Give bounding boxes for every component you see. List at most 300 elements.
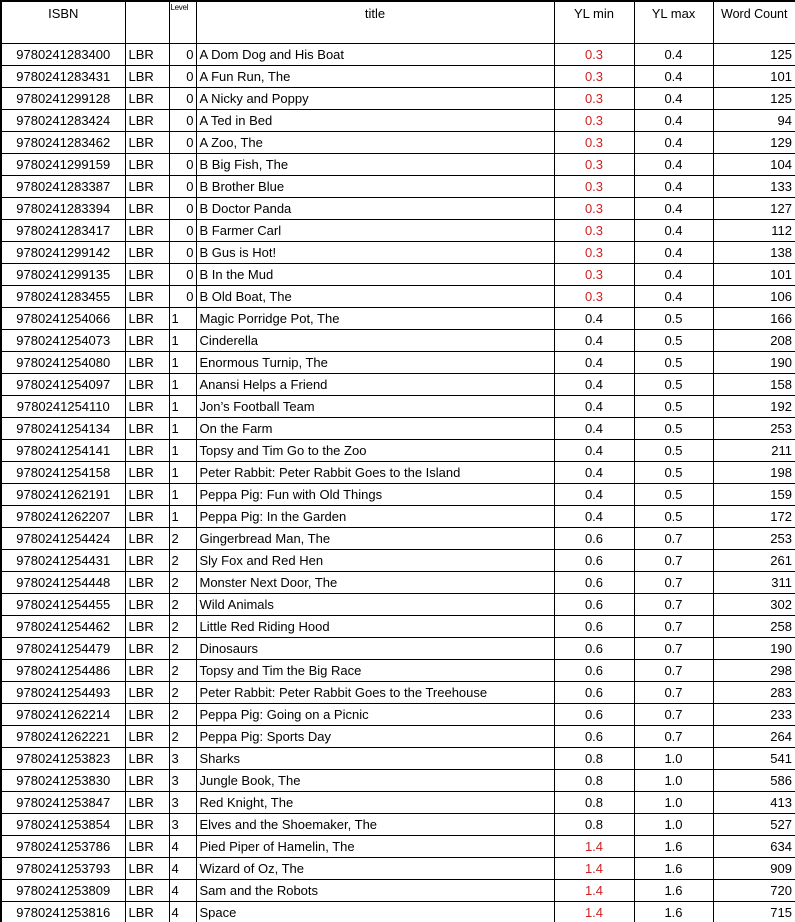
word-count-cell: 211 <box>713 439 795 461</box>
isbn-cell: 9780241262214 <box>1 703 125 725</box>
publisher-cell: LBR <box>125 197 169 219</box>
word-count-cell: 413 <box>713 791 795 813</box>
publisher-cell: LBR <box>125 901 169 922</box>
yl-min-cell: 0.8 <box>554 791 634 813</box>
title-cell: B Doctor Panda <box>196 197 554 219</box>
yl-min-cell: 0.3 <box>554 65 634 87</box>
publisher-cell: LBR <box>125 175 169 197</box>
yl-max-cell: 1.6 <box>634 835 713 857</box>
table-row <box>1 461 795 483</box>
yl-min-cell: 0.6 <box>554 593 634 615</box>
word-count-cell: 106 <box>713 285 795 307</box>
yl-max-cell: 0.4 <box>634 241 713 263</box>
publisher-cell: LBR <box>125 571 169 593</box>
isbn-cell: 9780241254158 <box>1 461 125 483</box>
word-count-cell: 311 <box>713 571 795 593</box>
yl-max-cell: 0.7 <box>634 637 713 659</box>
level-cell: 0 <box>169 197 196 219</box>
title-cell: Jungle Book, The <box>196 769 554 791</box>
level-cell: 2 <box>169 615 196 637</box>
title-cell: Topsy and Tim Go to the Zoo <box>196 439 554 461</box>
title-cell: Topsy and Tim the Big Race <box>196 659 554 681</box>
title-cell: Enormous Turnip, The <box>196 351 554 373</box>
isbn-cell: 9780241253854 <box>1 813 125 835</box>
title-cell: Monster Next Door, The <box>196 571 554 593</box>
level-cell: 0 <box>169 131 196 153</box>
yl-min-cell: 0.6 <box>554 637 634 659</box>
yl-max-cell: 0.5 <box>634 395 713 417</box>
table-row <box>1 703 795 725</box>
yl-min-cell: 1.4 <box>554 835 634 857</box>
yl-max-cell: 0.4 <box>634 131 713 153</box>
isbn-cell: 9780241299135 <box>1 263 125 285</box>
isbn-cell: 9780241254486 <box>1 659 125 681</box>
isbn-cell: 9780241283387 <box>1 175 125 197</box>
yl-max-cell: 0.7 <box>634 615 713 637</box>
word-count-cell: 208 <box>713 329 795 351</box>
title-cell: B Big Fish, The <box>196 153 554 175</box>
isbn-cell: 9780241253830 <box>1 769 125 791</box>
header-row <box>1 1 795 43</box>
yl-min-cell: 0.4 <box>554 439 634 461</box>
level-cell: 4 <box>169 901 196 922</box>
yl-min-cell: 0.4 <box>554 505 634 527</box>
isbn-cell: 9780241253786 <box>1 835 125 857</box>
publisher-cell: LBR <box>125 153 169 175</box>
yl-min-cell: 0.3 <box>554 263 634 285</box>
level-cell: 0 <box>169 153 196 175</box>
isbn-cell: 9780241254431 <box>1 549 125 571</box>
isbn-cell: 9780241262207 <box>1 505 125 527</box>
level-cell: 3 <box>169 791 196 813</box>
level-cell: 3 <box>169 769 196 791</box>
word-count-cell: 125 <box>713 87 795 109</box>
yl-min-cell: 0.8 <box>554 769 634 791</box>
table-row <box>1 879 795 901</box>
yl-min-cell: 0.4 <box>554 351 634 373</box>
level-cell: 2 <box>169 725 196 747</box>
table-row <box>1 219 795 241</box>
level-cell: 0 <box>169 263 196 285</box>
publisher-cell: LBR <box>125 769 169 791</box>
publisher-cell: LBR <box>125 791 169 813</box>
publisher-cell: LBR <box>125 615 169 637</box>
publisher-cell: LBR <box>125 87 169 109</box>
yl-max-cell: 0.5 <box>634 329 713 351</box>
table-row <box>1 901 795 922</box>
publisher-cell: LBR <box>125 879 169 901</box>
table-row <box>1 439 795 461</box>
yl-max-cell: 0.7 <box>634 659 713 681</box>
table-row <box>1 681 795 703</box>
level-cell: 2 <box>169 571 196 593</box>
isbn-cell: 9780241254493 <box>1 681 125 703</box>
header-publisher <box>125 1 169 43</box>
yl-min-cell: 0.4 <box>554 395 634 417</box>
title-cell: Pied Piper of Hamelin, The <box>196 835 554 857</box>
publisher-cell: LBR <box>125 219 169 241</box>
table-row <box>1 791 795 813</box>
yl-min-cell: 0.3 <box>554 43 634 65</box>
word-count-cell: 541 <box>713 747 795 769</box>
word-count-cell: 720 <box>713 879 795 901</box>
publisher-cell: LBR <box>125 461 169 483</box>
publisher-cell: LBR <box>125 329 169 351</box>
yl-min-cell: 0.3 <box>554 219 634 241</box>
word-count-cell: 129 <box>713 131 795 153</box>
level-cell: 0 <box>169 219 196 241</box>
publisher-cell: LBR <box>125 857 169 879</box>
isbn-cell: 9780241254066 <box>1 307 125 329</box>
level-cell: 1 <box>169 483 196 505</box>
title-cell: B Old Boat, The <box>196 285 554 307</box>
word-count-cell: 112 <box>713 219 795 241</box>
word-count-cell: 158 <box>713 373 795 395</box>
yl-min-cell: 0.6 <box>554 659 634 681</box>
publisher-cell: LBR <box>125 835 169 857</box>
yl-min-cell: 0.4 <box>554 329 634 351</box>
level-cell: 2 <box>169 681 196 703</box>
yl-min-cell: 0.3 <box>554 175 634 197</box>
word-count-cell: 125 <box>713 43 795 65</box>
word-count-cell: 261 <box>713 549 795 571</box>
publisher-cell: LBR <box>125 285 169 307</box>
title-cell: A Zoo, The <box>196 131 554 153</box>
word-count-cell: 233 <box>713 703 795 725</box>
yl-min-cell: 0.6 <box>554 527 634 549</box>
table-row <box>1 43 795 65</box>
title-cell: Wild Animals <box>196 593 554 615</box>
level-cell: 3 <box>169 747 196 769</box>
isbn-cell: 9780241254134 <box>1 417 125 439</box>
word-count-cell: 253 <box>713 527 795 549</box>
header-yl-max: YL max <box>634 1 713 43</box>
table-row <box>1 725 795 747</box>
yl-max-cell: 0.4 <box>634 65 713 87</box>
word-count-cell: 94 <box>713 109 795 131</box>
yl-max-cell: 0.4 <box>634 197 713 219</box>
isbn-cell: 9780241283424 <box>1 109 125 131</box>
word-count-cell: 104 <box>713 153 795 175</box>
title-cell: Red Knight, The <box>196 791 554 813</box>
publisher-cell: LBR <box>125 395 169 417</box>
title-cell: Magic Porridge Pot, The <box>196 307 554 329</box>
isbn-cell: 9780241254424 <box>1 527 125 549</box>
yl-min-cell: 0.6 <box>554 703 634 725</box>
level-cell: 1 <box>169 417 196 439</box>
table-row <box>1 659 795 681</box>
word-count-cell: 258 <box>713 615 795 637</box>
table-row <box>1 417 795 439</box>
yl-min-cell: 0.6 <box>554 615 634 637</box>
publisher-cell: LBR <box>125 417 169 439</box>
yl-max-cell: 0.5 <box>634 351 713 373</box>
yl-max-cell: 0.4 <box>634 109 713 131</box>
isbn-cell: 9780241254479 <box>1 637 125 659</box>
table-row <box>1 175 795 197</box>
header-title: title <box>196 1 554 43</box>
title-cell: Peter Rabbit: Peter Rabbit Goes to the Island <box>196 461 554 483</box>
yl-max-cell: 0.7 <box>634 725 713 747</box>
word-count-cell: 101 <box>713 65 795 87</box>
word-count-cell: 192 <box>713 395 795 417</box>
yl-min-cell: 0.4 <box>554 483 634 505</box>
isbn-cell: 9780241283455 <box>1 285 125 307</box>
table-row <box>1 351 795 373</box>
word-count-cell: 586 <box>713 769 795 791</box>
yl-max-cell: 0.4 <box>634 285 713 307</box>
publisher-cell: LBR <box>125 307 169 329</box>
yl-min-cell: 0.3 <box>554 153 634 175</box>
publisher-cell: LBR <box>125 681 169 703</box>
table-row <box>1 747 795 769</box>
level-cell: 0 <box>169 241 196 263</box>
title-cell: Wizard of Oz, The <box>196 857 554 879</box>
yl-min-cell: 0.6 <box>554 549 634 571</box>
level-cell: 1 <box>169 395 196 417</box>
level-cell: 0 <box>169 285 196 307</box>
word-count-cell: 298 <box>713 659 795 681</box>
word-count-cell: 253 <box>713 417 795 439</box>
publisher-cell: LBR <box>125 43 169 65</box>
level-cell: 0 <box>169 175 196 197</box>
yl-min-cell: 0.4 <box>554 307 634 329</box>
header-yl-min: YL min <box>554 1 634 43</box>
yl-max-cell: 1.0 <box>634 769 713 791</box>
isbn-cell: 9780241253809 <box>1 879 125 901</box>
word-count-cell: 101 <box>713 263 795 285</box>
word-count-cell: 190 <box>713 351 795 373</box>
table-row <box>1 241 795 263</box>
table-row <box>1 285 795 307</box>
title-cell: Anansi Helps a Friend <box>196 373 554 395</box>
yl-min-cell: 0.8 <box>554 747 634 769</box>
yl-max-cell: 0.5 <box>634 373 713 395</box>
yl-max-cell: 0.7 <box>634 549 713 571</box>
word-count-cell: 172 <box>713 505 795 527</box>
title-cell: Little Red Riding Hood <box>196 615 554 637</box>
word-count-cell: 190 <box>713 637 795 659</box>
publisher-cell: LBR <box>125 109 169 131</box>
title-cell: Peppa Pig: In the Garden <box>196 505 554 527</box>
table-row <box>1 87 795 109</box>
level-cell: 1 <box>169 373 196 395</box>
level-cell: 1 <box>169 439 196 461</box>
level-cell: 0 <box>169 109 196 131</box>
level-cell: 4 <box>169 835 196 857</box>
table-row <box>1 637 795 659</box>
yl-min-cell: 0.4 <box>554 373 634 395</box>
publisher-cell: LBR <box>125 549 169 571</box>
yl-max-cell: 0.5 <box>634 505 713 527</box>
word-count-cell: 302 <box>713 593 795 615</box>
yl-min-cell: 0.6 <box>554 571 634 593</box>
isbn-cell: 9780241299159 <box>1 153 125 175</box>
publisher-cell: LBR <box>125 483 169 505</box>
yl-max-cell: 1.6 <box>634 901 713 922</box>
yl-min-cell: 0.6 <box>554 725 634 747</box>
isbn-cell: 9780241283394 <box>1 197 125 219</box>
yl-max-cell: 0.4 <box>634 263 713 285</box>
isbn-cell: 9780241283431 <box>1 65 125 87</box>
table-row <box>1 65 795 87</box>
yl-min-cell: 0.3 <box>554 241 634 263</box>
isbn-cell: 9780241254462 <box>1 615 125 637</box>
level-cell: 2 <box>169 593 196 615</box>
isbn-cell: 9780241254448 <box>1 571 125 593</box>
header-word-count: Word Count <box>713 1 795 43</box>
table-row <box>1 527 795 549</box>
word-count-cell: 634 <box>713 835 795 857</box>
yl-max-cell: 0.4 <box>634 175 713 197</box>
yl-min-cell: 1.4 <box>554 879 634 901</box>
table-row <box>1 197 795 219</box>
yl-min-cell: 0.8 <box>554 813 634 835</box>
title-cell: Gingerbread Man, The <box>196 527 554 549</box>
isbn-cell: 9780241253823 <box>1 747 125 769</box>
isbn-cell: 9780241283462 <box>1 131 125 153</box>
table-row <box>1 153 795 175</box>
table-row <box>1 109 795 131</box>
word-count-cell: 198 <box>713 461 795 483</box>
level-cell: 0 <box>169 65 196 87</box>
word-count-cell: 133 <box>713 175 795 197</box>
yl-min-cell: 0.3 <box>554 109 634 131</box>
yl-max-cell: 0.5 <box>634 439 713 461</box>
word-count-cell: 715 <box>713 901 795 922</box>
level-cell: 3 <box>169 813 196 835</box>
title-cell: Sam and the Robots <box>196 879 554 901</box>
title-cell: B Brother Blue <box>196 175 554 197</box>
word-count-cell: 283 <box>713 681 795 703</box>
table-row <box>1 593 795 615</box>
level-cell: 0 <box>169 43 196 65</box>
yl-max-cell: 0.4 <box>634 153 713 175</box>
title-cell: Jon’s Football Team <box>196 395 554 417</box>
yl-max-cell: 0.5 <box>634 307 713 329</box>
yl-max-cell: 0.7 <box>634 593 713 615</box>
publisher-cell: LBR <box>125 131 169 153</box>
yl-max-cell: 0.4 <box>634 219 713 241</box>
yl-min-cell: 0.6 <box>554 681 634 703</box>
level-cell: 4 <box>169 879 196 901</box>
level-cell: 2 <box>169 527 196 549</box>
title-cell: Peppa Pig: Going on a Picnic <box>196 703 554 725</box>
publisher-cell: LBR <box>125 65 169 87</box>
yl-max-cell: 0.7 <box>634 571 713 593</box>
publisher-cell: LBR <box>125 725 169 747</box>
level-cell: 1 <box>169 505 196 527</box>
isbn-cell: 9780241254141 <box>1 439 125 461</box>
isbn-cell: 9780241283400 <box>1 43 125 65</box>
isbn-cell: 9780241253793 <box>1 857 125 879</box>
title-cell: Space <box>196 901 554 922</box>
yl-max-cell: 0.7 <box>634 527 713 549</box>
title-cell: A Ted in Bed <box>196 109 554 131</box>
isbn-cell: 9780241254080 <box>1 351 125 373</box>
table-body <box>1 43 795 922</box>
isbn-cell: 9780241254073 <box>1 329 125 351</box>
yl-max-cell: 1.6 <box>634 857 713 879</box>
level-cell: 2 <box>169 659 196 681</box>
yl-max-cell: 0.4 <box>634 43 713 65</box>
isbn-cell: 9780241299128 <box>1 87 125 109</box>
publisher-cell: LBR <box>125 813 169 835</box>
yl-min-cell: 0.3 <box>554 197 634 219</box>
table-row <box>1 769 795 791</box>
title-cell: Dinosaurs <box>196 637 554 659</box>
publisher-cell: LBR <box>125 351 169 373</box>
table-row <box>1 571 795 593</box>
word-count-cell: 909 <box>713 857 795 879</box>
isbn-cell: 9780241254110 <box>1 395 125 417</box>
level-cell: 2 <box>169 549 196 571</box>
yl-max-cell: 1.0 <box>634 813 713 835</box>
table-row <box>1 395 795 417</box>
isbn-cell: 9780241253847 <box>1 791 125 813</box>
publisher-cell: LBR <box>125 527 169 549</box>
table-row <box>1 813 795 835</box>
title-cell: Cinderella <box>196 329 554 351</box>
isbn-cell: 9780241262191 <box>1 483 125 505</box>
yl-max-cell: 0.7 <box>634 703 713 725</box>
title-cell: A Nicky and Poppy <box>196 87 554 109</box>
yl-min-cell: 0.4 <box>554 417 634 439</box>
title-cell: Sharks <box>196 747 554 769</box>
publisher-cell: LBR <box>125 263 169 285</box>
level-cell: 1 <box>169 351 196 373</box>
publisher-cell: LBR <box>125 439 169 461</box>
table-row <box>1 307 795 329</box>
level-cell: 4 <box>169 857 196 879</box>
table-row <box>1 549 795 571</box>
isbn-cell: 9780241253816 <box>1 901 125 922</box>
table-row <box>1 373 795 395</box>
title-cell: Elves and the Shoemaker, The <box>196 813 554 835</box>
publisher-cell: LBR <box>125 241 169 263</box>
publisher-cell: LBR <box>125 373 169 395</box>
word-count-cell: 166 <box>713 307 795 329</box>
header-level: Level <box>169 1 196 43</box>
yl-min-cell: 0.3 <box>554 131 634 153</box>
level-cell: 2 <box>169 637 196 659</box>
yl-min-cell: 0.3 <box>554 87 634 109</box>
yl-max-cell: 0.4 <box>634 87 713 109</box>
yl-max-cell: 1.0 <box>634 791 713 813</box>
isbn-cell: 9780241254097 <box>1 373 125 395</box>
word-count-cell: 138 <box>713 241 795 263</box>
table-row <box>1 857 795 879</box>
table-row <box>1 483 795 505</box>
isbn-cell: 9780241262221 <box>1 725 125 747</box>
yl-max-cell: 0.7 <box>634 681 713 703</box>
header-isbn: ISBN <box>1 1 125 43</box>
level-cell: 0 <box>169 87 196 109</box>
title-cell: B Gus is Hot! <box>196 241 554 263</box>
word-count-cell: 527 <box>713 813 795 835</box>
table-row <box>1 615 795 637</box>
title-cell: A Fun Run, The <box>196 65 554 87</box>
level-cell: 2 <box>169 703 196 725</box>
publisher-cell: LBR <box>125 703 169 725</box>
title-cell: B In the Mud <box>196 263 554 285</box>
word-count-cell: 159 <box>713 483 795 505</box>
table-row <box>1 329 795 351</box>
yl-max-cell: 1.6 <box>634 879 713 901</box>
publisher-cell: LBR <box>125 637 169 659</box>
yl-min-cell: 1.4 <box>554 901 634 922</box>
yl-max-cell: 1.0 <box>634 747 713 769</box>
